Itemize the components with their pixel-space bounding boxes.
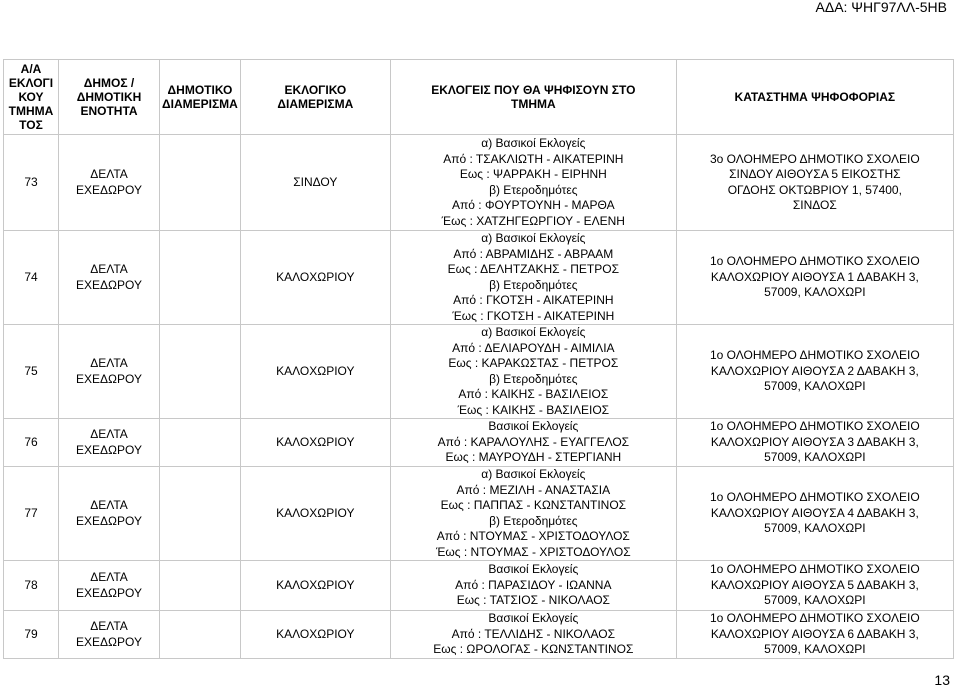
text-line: Βασικοί Εκλογείς: [488, 562, 579, 577]
text-line: ΔΕΛΤΑ: [90, 619, 128, 633]
text-line: ΔΙΑΜΕΡΙΣΜΑ: [277, 97, 354, 111]
cell-aa: 77: [4, 467, 59, 561]
cell-katastima: [676, 135, 953, 231]
text-line: ΣΙΝΔΟΣ: [792, 198, 837, 212]
text-line: ΔΕΛΤΑ: [90, 427, 128, 441]
table-row: [4, 561, 954, 611]
col-header-dimotiko: [160, 60, 241, 135]
cell-eklogiko: ΚΑΛΟΧΩΡΙΟΥ: [240, 561, 390, 611]
text-line: Εως : ΨΑΡΡΑΚΗ - ΕΙΡΗΝΗ: [459, 167, 607, 181]
text-line: ΔΙΑΜΕΡΙΣΜΑ: [162, 97, 238, 111]
text-line: ΔΕΛΤΑ: [90, 356, 128, 370]
text-line: Έως : ΚΑΙΚΗΣ - ΒΑΣΙΛΕΙΟΣ: [457, 402, 610, 417]
cell-katastima: [676, 611, 953, 659]
cell-ekloges: [390, 419, 676, 467]
text-line: β) Ετεροδημότες: [489, 182, 578, 197]
ada-code: ΑΔΑ: ΨΗΓ97ΛΛ-5ΗΒ: [815, 0, 947, 15]
cell-dimos: [59, 231, 160, 325]
col-header-ekloges: [390, 60, 676, 135]
col-header-katastima: [676, 60, 953, 135]
text-line: Από : ΑΒΡΑΜΙΔΗΣ - ΑΒΡΑΑΜ: [453, 246, 614, 261]
text-line: Έως : ΓΚΟΤΣΗ - ΑΙΚΑΤΕΡΙΝΗ: [452, 308, 615, 323]
text-line: ΔΕΛΤΑ: [90, 167, 128, 181]
cell-eklogiko: ΚΑΛΟΧΩΡΙΟΥ: [240, 467, 390, 561]
cell-dimos: [59, 135, 160, 231]
text-line: α) Βασικοί Εκλογείς: [481, 136, 586, 150]
text-line: ΕΧΕΔΩΡΟΥ: [76, 585, 142, 600]
text-line: 1ο ΟΛΟΗΜΕΡΟ ΔΗΜΟΤΙΚΟ ΣΧΟΛΕΙΟ: [709, 562, 920, 577]
text-line: ΤΟΣ: [19, 118, 43, 132]
cell-ekloges: [390, 231, 676, 325]
cell-dimotiko: [160, 135, 241, 231]
cell-katastima: [676, 561, 953, 611]
text-line: ΕΧΕΔΩΡΟΥ: [76, 371, 142, 386]
text-line: 57009, ΚΑΛΟΧΩΡΙ: [764, 642, 866, 657]
text-line: Από : ΤΕΛΛΙΔΗΣ - ΝΙΚΟΛΑΟΣ: [451, 626, 616, 641]
text-line: 1ο ΟΛΟΗΜΕΡΟ ΔΗΜΟΤΙΚΟ ΣΧΟΛΕΙΟ: [709, 419, 920, 434]
text-line: ΚΑΛΟΧΩΡΙΟΥ ΑΙΘΟΥΣΑ 4 ΔΑΒΑΚΗ 3,: [710, 505, 919, 520]
text-line: ΕΧΕΔΩΡΟΥ: [76, 513, 142, 528]
text-line: Εως : ΚΑΡΑΚΩΣΤΑΣ - ΠΕΤΡΟΣ: [448, 356, 619, 370]
text-line: ΔΗΜΟΣ /: [83, 76, 135, 90]
text-line: 57009, ΚΑΛΟΧΩΡΙ: [764, 379, 866, 394]
cell-aa: 75: [4, 325, 59, 419]
text-line: Εως : ΜΑΥΡΟΥΔΗ - ΣΤΕΡΓΙΑΝΗ: [445, 450, 622, 465]
text-line: α) Βασικοί Εκλογείς: [481, 325, 586, 339]
cell-eklogiko: ΚΑΛΟΧΩΡΙΟΥ: [240, 231, 390, 325]
cell-dimos: [59, 325, 160, 419]
text-line: Έως : ΧΑΤΖΗΓΕΩΡΓΙΟΥ - ΕΛΕΝΗ: [441, 213, 625, 228]
table-row: [4, 467, 954, 561]
cell-dimotiko: [160, 467, 241, 561]
cell-dimos: [59, 467, 160, 561]
cell-dimotiko: [160, 325, 241, 419]
text-line: ΔΕΛΤΑ: [90, 498, 128, 512]
cell-eklogiko: ΚΑΛΟΧΩΡΙΟΥ: [240, 325, 390, 419]
text-line: 1ο ΟΛΟΗΜΕΡΟ ΔΗΜΟΤΙΚΟ ΣΧΟΛΕΙΟ: [709, 490, 920, 505]
text-line: Εως : ΠΑΠΠΑΣ - ΚΩΝΣΤΑΝΤΙΝΟΣ: [440, 498, 627, 512]
text-line: β) Ετεροδημότες: [489, 277, 578, 292]
text-line: ΚΑΛΟΧΩΡΙΟΥ ΑΙΘΟΥΣΑ 6 ΔΑΒΑΚΗ 3,: [710, 626, 919, 641]
text-line: ΕΚΛΟΓΙ: [8, 76, 54, 90]
text-line: 1ο ΟΛΟΗΜΕΡΟ ΔΗΜΟΤΙΚΟ ΣΧΟΛΕΙΟ: [709, 611, 920, 626]
cell-katastima: [676, 419, 953, 467]
cell-aa: 74: [4, 231, 59, 325]
text-line: Από : ΦΟΥΡΤΟΥΝΗ - ΜΑΡΘΑ: [451, 198, 615, 212]
cell-ekloges: [390, 561, 676, 611]
text-line: Βασικοί Εκλογείς: [488, 419, 579, 434]
text-line: ΕΝΟΤΗΤΑ: [80, 104, 138, 118]
text-line: Βασικοί Εκλογείς: [488, 611, 579, 626]
page-number: 13: [934, 672, 950, 688]
cell-dimotiko: [160, 611, 241, 659]
table-row: [4, 419, 954, 467]
table-row: [4, 135, 954, 231]
cell-eklogiko: ΚΑΛΟΧΩΡΙΟΥ: [240, 611, 390, 659]
cell-dimos: [59, 611, 160, 659]
cell-katastima: [676, 467, 953, 561]
cell-katastima: [676, 325, 953, 419]
text-line: ΚΑΛΟΧΩΡΙΟΥ ΑΙΘΟΥΣΑ 2 ΔΑΒΑΚΗ 3,: [710, 363, 919, 378]
cell-ekloges: [390, 611, 676, 659]
text-line: ΚΑΛΟΧΩΡΙΟΥ ΑΙΘΟΥΣΑ 3 ΔΑΒΑΚΗ 3,: [710, 434, 919, 449]
text-line: ΚΑΤΑΣΤΗΜΑ ΨΗΦΟΦΟΡΙΑΣ: [734, 90, 896, 104]
text-line: ΟΓΔΟΗΣ ΟΚΤΩΒΡΙΟΥ 1, 57400,: [727, 182, 902, 197]
cell-dimos: [59, 561, 160, 611]
table-row: [4, 231, 954, 325]
text-line: 57009, ΚΑΛΟΧΩΡΙ: [764, 521, 866, 536]
text-line: ΤΜΗΜΑ: [511, 97, 556, 111]
cell-ekloges: [390, 325, 676, 419]
cell-eklogiko: ΣΙΝΔΟΥ: [240, 135, 390, 231]
text-line: ΕΧΕΔΩΡΟΥ: [76, 634, 142, 649]
text-line: ΔΗΜΟΤΙΚΗ: [76, 90, 142, 104]
text-line: ΕΧΕΔΩΡΟΥ: [76, 277, 142, 292]
text-line: β) Ετεροδημότες: [489, 513, 578, 528]
text-line: ΤΜΗΜΑ: [8, 104, 54, 118]
text-line: 57009, ΚΑΛΟΧΩΡΙ: [764, 285, 866, 300]
cell-aa: 73: [4, 135, 59, 231]
header-row: [4, 60, 954, 135]
cell-ekloges: [390, 135, 676, 231]
text-line: ΚΑΛΟΧΩΡΙΟΥ ΑΙΘΟΥΣΑ 5 ΔΑΒΑΚΗ 3,: [710, 577, 919, 592]
cell-dimotiko: [160, 231, 241, 325]
text-line: ΕΧΕΔΩΡΟΥ: [76, 182, 142, 197]
text-line: ΔΕΛΤΑ: [90, 262, 128, 276]
text-line: Από : ΝΤΟΥΜΑΣ - ΧΡΙΣΤΟΔΟΥΛΟΣ: [436, 529, 630, 543]
text-line: ΕΚΛΟΓΕΙΣ ΠΟΥ ΘΑ ΨΗΦΙΣΟΥΝ ΣΤΟ: [431, 83, 636, 97]
text-line: β) Ετεροδημότες: [489, 371, 578, 386]
text-line: ΕΚΛΟΓΙΚΟ: [284, 83, 347, 97]
polling-stations-table: [3, 59, 954, 659]
text-line: ΔΕΛΤΑ: [90, 570, 128, 584]
text-line: ΚΟΥ: [18, 90, 44, 104]
text-line: ΚΑΛΟΧΩΡΙΟΥ ΑΙΘΟΥΣΑ 1 ΔΑΒΑΚΗ 3,: [710, 269, 919, 284]
cell-eklogiko: ΚΑΛΟΧΩΡΙΟΥ: [240, 419, 390, 467]
text-line: Από : ΜΕΖΙΛΗ - ΑΝΑΣΤΑΣΙΑ: [456, 482, 611, 497]
text-line: ΕΧΕΔΩΡΟΥ: [76, 442, 142, 457]
text-line: Από : ΓΚΟΤΣΗ - ΑΙΚΑΤΕΡΙΝΗ: [453, 293, 614, 307]
text-line: 57009, ΚΑΛΟΧΩΡΙ: [764, 450, 866, 465]
cell-dimotiko: [160, 561, 241, 611]
text-line: Από : ΠΑΡΑΣΙΔΟΥ - ΙΩΑΝΝΑ: [455, 577, 612, 592]
table-row: [4, 325, 954, 419]
cell-dimos: [59, 419, 160, 467]
table-row: [4, 611, 954, 659]
text-line: Εως : ΔΕΛΗΤΖΑΚΗΣ - ΠΕΤΡΟΣ: [447, 262, 620, 276]
text-line: Από : ΚΑΙΚΗΣ - ΒΑΣΙΛΕΙΟΣ: [458, 387, 609, 401]
col-header-aa: [4, 60, 59, 135]
text-line: Εως : ΩΡΟΛΟΓΑΣ - ΚΩΝΣΤΑΝΤΙΝΟΣ: [433, 642, 634, 657]
text-line: Από : ΚΑΡΑΛΟΥΛΗΣ - ΕΥΑΓΓΕΛΟΣ: [437, 434, 630, 449]
text-line: Από : ΤΣΑΚΛΙΩΤΗ - ΑΙΚΑΤΕΡΙΝΗ: [443, 151, 624, 166]
text-line: Έως : ΝΤΟΥΜΑΣ - ΧΡΙΣΤΟΔΟΥΛΟΣ: [435, 544, 631, 559]
cell-ekloges: [390, 467, 676, 561]
cell-aa: 79: [4, 611, 59, 659]
col-header-eklogiko: [240, 60, 390, 135]
text-line: α) Βασικοί Εκλογείς: [481, 467, 586, 481]
cell-dimotiko: [160, 419, 241, 467]
text-line: 3ο ΟΛΟΗΜΕΡΟ ΔΗΜΟΤΙΚΟ ΣΧΟΛΕΙΟ: [709, 151, 920, 166]
col-header-dimos: [59, 60, 160, 135]
cell-katastima: [676, 231, 953, 325]
text-line: 57009, ΚΑΛΟΧΩΡΙ: [764, 593, 866, 608]
text-line: α) Βασικοί Εκλογείς: [481, 231, 586, 245]
text-line: 1ο ΟΛΟΗΜΕΡΟ ΔΗΜΟΤΙΚΟ ΣΧΟΛΕΙΟ: [709, 254, 920, 269]
cell-aa: 78: [4, 561, 59, 611]
text-line: 1ο ΟΛΟΗΜΕΡΟ ΔΗΜΟΤΙΚΟ ΣΧΟΛΕΙΟ: [709, 348, 920, 363]
text-line: ΔΗΜΟΤΙΚΟ: [167, 83, 233, 97]
cell-aa: 76: [4, 419, 59, 467]
text-line: ΣΙΝΔΟΥ ΑΙΘΟΥΣΑ 5 ΕΙΚΟΣΤΗΣ: [729, 167, 901, 181]
text-line: Α/Α: [20, 62, 42, 76]
text-line: Εως : ΤΑΤΣΙΟΣ - ΝΙΚΟΛΑΟΣ: [456, 593, 610, 608]
text-line: Από : ΔΕΛΙΑΡΟΥΔΗ - ΑΙΜΙΛΙΑ: [452, 340, 615, 355]
